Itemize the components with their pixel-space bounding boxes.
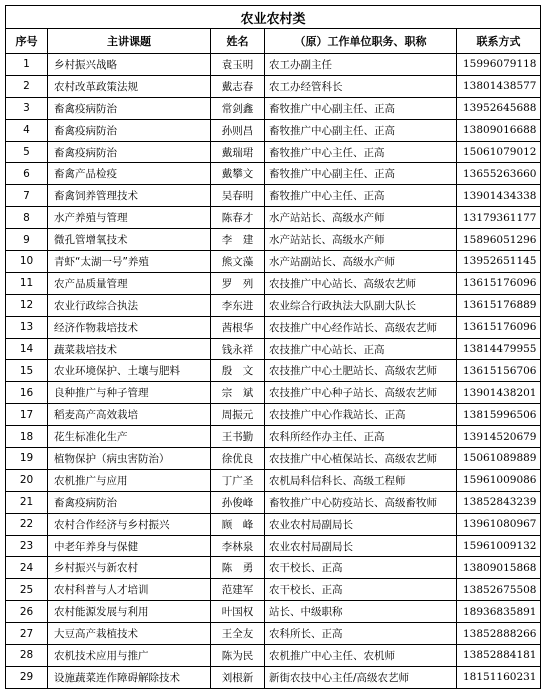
table-title: 农业农村类 [6, 6, 541, 29]
phone-cell: 15061089889 [457, 448, 541, 470]
topic-cell: 乡村振兴与新农村 [48, 557, 211, 579]
row-number: 24 [6, 557, 48, 579]
row-number: 7 [6, 185, 48, 207]
table-row [6, 601, 541, 623]
row-number: 14 [6, 338, 48, 360]
name-cell: 袁玉明 [211, 54, 265, 76]
job-cell: 农科所长、正高 [265, 623, 457, 645]
header-row [6, 29, 541, 54]
name-cell: 熊文藻 [211, 251, 265, 273]
phone-cell: 13615176889 [457, 294, 541, 316]
table-row [6, 97, 541, 119]
row-number: 3 [6, 97, 48, 119]
table-row [6, 666, 541, 688]
table-row [6, 469, 541, 491]
name-cell: 茜根华 [211, 316, 265, 338]
phone-cell: 13801438577 [457, 75, 541, 97]
job-cell: 水产站站长、高级水产师 [265, 207, 457, 229]
table-row [6, 54, 541, 76]
name-cell: 常剑鑫 [211, 97, 265, 119]
phone-cell: 15961009132 [457, 535, 541, 557]
job-cell: 农机局科信科长、高级工程师 [265, 469, 457, 491]
job-cell: 农干校长、正高 [265, 557, 457, 579]
job-cell: 农工办经管科长 [265, 75, 457, 97]
phone-cell: 13655263660 [457, 163, 541, 185]
phone-cell: 13952651145 [457, 251, 541, 273]
row-number: 16 [6, 382, 48, 404]
header-job: （原）工作单位职务、职称 [265, 29, 457, 54]
name-cell: 范建军 [211, 579, 265, 601]
phone-cell: 13961080967 [457, 513, 541, 535]
phone-cell: 13952645688 [457, 97, 541, 119]
job-cell: 农工办副主任 [265, 54, 457, 76]
phone-cell: 13901434338 [457, 185, 541, 207]
row-number: 8 [6, 207, 48, 229]
table-row [6, 294, 541, 316]
phone-cell: 15961009086 [457, 469, 541, 491]
topic-cell: 微孔管增氧技术 [48, 229, 211, 251]
phone-cell: 13179361177 [457, 207, 541, 229]
phone-cell: 13615156706 [457, 360, 541, 382]
row-number: 21 [6, 491, 48, 513]
row-number: 26 [6, 601, 48, 623]
topic-cell: 大豆高产栽植技术 [48, 623, 211, 645]
name-cell: 戴志春 [211, 75, 265, 97]
phone-cell: 13809016688 [457, 119, 541, 141]
table-row [6, 272, 541, 294]
topic-cell: 水产养殖与管理 [48, 207, 211, 229]
row-number: 29 [6, 666, 48, 688]
phone-cell: 13852843239 [457, 491, 541, 513]
job-cell: 农技推广中心站长、高级农艺师 [265, 272, 457, 294]
header-topic: 主讲课题 [48, 29, 211, 54]
name-cell: 戴攀文 [211, 163, 265, 185]
row-number: 18 [6, 426, 48, 448]
phone-cell: 13815996506 [457, 404, 541, 426]
table-row [6, 185, 541, 207]
topic-cell: 农业行政综合执法 [48, 294, 211, 316]
job-cell: 农业农村局副局长 [265, 513, 457, 535]
table-row [6, 119, 541, 141]
topic-cell: 畜禽疫病防治 [48, 141, 211, 163]
job-cell: 畜牧推广中心副主任、正高 [265, 97, 457, 119]
name-cell: 吴春明 [211, 185, 265, 207]
topic-cell: 畜禽疫病防治 [48, 491, 211, 513]
topic-cell: 畜禽疫病防治 [48, 119, 211, 141]
name-cell: 叶国权 [211, 601, 265, 623]
row-number: 15 [6, 360, 48, 382]
row-number: 25 [6, 579, 48, 601]
topic-cell: 畜禽产品检疫 [48, 163, 211, 185]
row-number: 2 [6, 75, 48, 97]
table-row [6, 448, 541, 470]
topic-cell: 乡村振兴战略 [48, 54, 211, 76]
header-tel: 联系方式 [457, 29, 541, 54]
job-cell: 农技推广中心经作站长、高级农艺师 [265, 316, 457, 338]
row-number: 20 [6, 469, 48, 491]
name-cell: 陈为民 [211, 645, 265, 667]
table-row [6, 579, 541, 601]
phone-cell: 13852675508 [457, 579, 541, 601]
job-cell: 农技推广中心植保站长、高级农艺师 [265, 448, 457, 470]
job-cell: 农业农村局副局长 [265, 535, 457, 557]
phone-cell: 13914520679 [457, 426, 541, 448]
phone-cell: 18936835891 [457, 601, 541, 623]
row-number: 13 [6, 316, 48, 338]
job-cell: 畜牧推广中心主任、正高 [265, 185, 457, 207]
topic-cell: 农业环境保护、土壤与肥料 [48, 360, 211, 382]
table-row [6, 535, 541, 557]
phone-cell: 13615176096 [457, 272, 541, 294]
row-number: 5 [6, 141, 48, 163]
topic-cell: 良种推广与种子管理 [48, 382, 211, 404]
topic-cell: 畜禽疫病防治 [48, 97, 211, 119]
topic-cell: 农村能源发展与利用 [48, 601, 211, 623]
job-cell: 畜牧推广中心副主任、正高 [265, 119, 457, 141]
phone-cell: 18151160231 [457, 666, 541, 688]
row-number: 28 [6, 645, 48, 667]
row-number: 11 [6, 272, 48, 294]
row-number: 27 [6, 623, 48, 645]
topic-cell: 经济作物栽培技术 [48, 316, 211, 338]
header-no: 序号 [6, 29, 48, 54]
table-row [6, 557, 541, 579]
topic-cell: 畜禽饲养管理技术 [48, 185, 211, 207]
phone-cell: 13852888266 [457, 623, 541, 645]
table-row [6, 141, 541, 163]
name-cell: 陈 勇 [211, 557, 265, 579]
name-cell: 陈春才 [211, 207, 265, 229]
job-cell: 畜牧推广中心防疫站长、高级畜牧师 [265, 491, 457, 513]
phone-cell: 13615176096 [457, 316, 541, 338]
name-cell: 钱永祥 [211, 338, 265, 360]
topic-cell: 农村合作经济与乡村振兴 [48, 513, 211, 535]
name-cell: 刘根新 [211, 666, 265, 688]
topic-cell: 植物保护（病虫害防治） [48, 448, 211, 470]
table-row [6, 207, 541, 229]
table-row [6, 251, 541, 273]
name-cell: 丁广圣 [211, 469, 265, 491]
name-cell: 李 建 [211, 229, 265, 251]
job-cell: 新街农技中心主任/高级农艺师 [265, 666, 457, 688]
topic-cell: 农机技术应用与推广 [48, 645, 211, 667]
name-cell: 王全友 [211, 623, 265, 645]
row-number: 4 [6, 119, 48, 141]
topic-cell: 农机推广与应用 [48, 469, 211, 491]
phone-cell: 13901438201 [457, 382, 541, 404]
table-row [6, 229, 541, 251]
job-cell: 水产站站长、高级水产师 [265, 229, 457, 251]
name-cell: 孙则昌 [211, 119, 265, 141]
name-cell: 李东进 [211, 294, 265, 316]
row-number: 12 [6, 294, 48, 316]
job-cell: 水产站副站长、高级水产师 [265, 251, 457, 273]
job-cell: 站长、中级职称 [265, 601, 457, 623]
job-cell: 农业综合行政执法大队副大队长 [265, 294, 457, 316]
table-row [6, 338, 541, 360]
table-row [6, 491, 541, 513]
phone-cell: 15061079012 [457, 141, 541, 163]
name-cell: 戴瑞珺 [211, 141, 265, 163]
name-cell: 孙俊峰 [211, 491, 265, 513]
job-cell: 畜牧推广中心副主任、正高 [265, 163, 457, 185]
job-cell: 农机推广中心主任、农机师 [265, 645, 457, 667]
topic-cell: 青虾“太湖一号”养殖 [48, 251, 211, 273]
name-cell: 顾 峰 [211, 513, 265, 535]
job-cell: 农技推广中心作栽站长、正高 [265, 404, 457, 426]
row-number: 10 [6, 251, 48, 273]
job-cell: 农技推广中心土肥站长、高级农艺师 [265, 360, 457, 382]
job-cell: 畜牧推广中心主任、正高 [265, 141, 457, 163]
table-body [6, 54, 541, 689]
phone-cell: 13809015868 [457, 557, 541, 579]
table-row [6, 360, 541, 382]
row-number: 22 [6, 513, 48, 535]
topic-cell: 农村科普与人才培训 [48, 579, 211, 601]
table-row [6, 316, 541, 338]
phone-cell: 13814479955 [457, 338, 541, 360]
topic-cell: 农村改革政策法规 [48, 75, 211, 97]
topic-cell: 中老年养身与保健 [48, 535, 211, 557]
name-cell: 宗 斌 [211, 382, 265, 404]
name-cell: 周振元 [211, 404, 265, 426]
topic-cell: 花生标准化生产 [48, 426, 211, 448]
name-cell: 王书勤 [211, 426, 265, 448]
table-row [6, 163, 541, 185]
table-row [6, 426, 541, 448]
phone-cell: 13852884181 [457, 645, 541, 667]
row-number: 9 [6, 229, 48, 251]
row-number: 19 [6, 448, 48, 470]
table-row [6, 645, 541, 667]
name-cell: 李林泉 [211, 535, 265, 557]
job-cell: 农技推广中心站长、正高 [265, 338, 457, 360]
table-row [6, 404, 541, 426]
table-row [6, 75, 541, 97]
row-number: 17 [6, 404, 48, 426]
name-cell: 罗 列 [211, 272, 265, 294]
topic-cell: 稻麦高产高效栽培 [48, 404, 211, 426]
topic-cell: 农产品质量管理 [48, 272, 211, 294]
topic-cell: 设施蔬菜连作障碍解除技术 [48, 666, 211, 688]
job-cell: 农技推广中心种子站长、高级农艺师 [265, 382, 457, 404]
phone-cell: 15996079118 [457, 54, 541, 76]
table-row [6, 513, 541, 535]
job-cell: 农科所经作办主任、正高 [265, 426, 457, 448]
table-row [6, 623, 541, 645]
name-cell: 殷 文 [211, 360, 265, 382]
table-row [6, 382, 541, 404]
expert-table [5, 5, 541, 689]
header-name: 姓名 [211, 29, 265, 54]
name-cell: 徐优良 [211, 448, 265, 470]
job-cell: 农干校长、正高 [265, 579, 457, 601]
phone-cell: 15896051296 [457, 229, 541, 251]
row-number: 1 [6, 54, 48, 76]
row-number: 23 [6, 535, 48, 557]
topic-cell: 蔬菜栽培技术 [48, 338, 211, 360]
row-number: 6 [6, 163, 48, 185]
